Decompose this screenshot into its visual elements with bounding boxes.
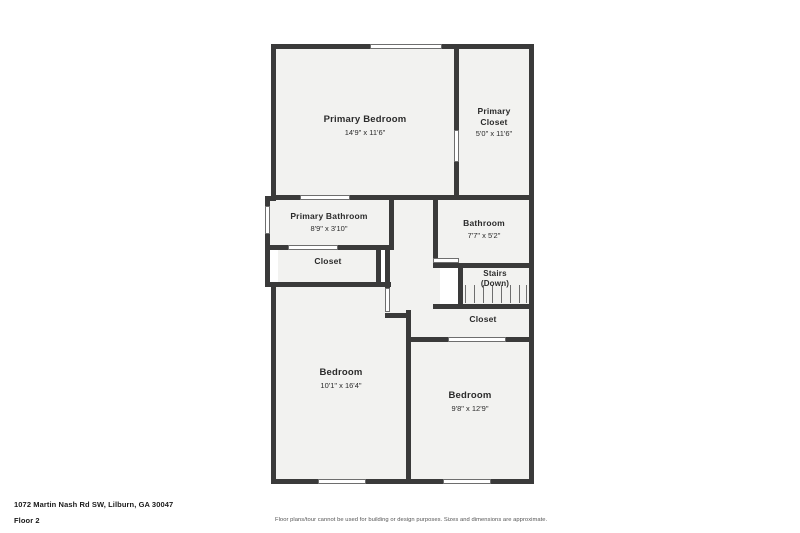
room-label-primary-bathroom [272,211,386,233]
footer-disclaimer: Floor plans/tour cannot be used for building or design purposes. Sizes and dimensions are approximate. [275,517,548,523]
room-label-bathroom [438,218,530,240]
room-label-closet-lower [437,314,529,325]
room-dims: 10'1" x 16'4" [320,380,362,390]
room-name-line1: Primary [477,106,511,116]
footer-address: 1072 Martin Nash Rd SW, Lilburn, GA 30047 [14,500,174,509]
window-bedroom-left-bottom [318,479,366,484]
room-name: Bathroom [463,218,505,228]
exterior-wall-left-lower [271,282,276,484]
door-closet-lower [448,337,506,342]
door-closet-upper [288,245,338,250]
interior-wall-stairs-bottom [433,304,534,309]
interior-wall-hall-left [385,250,390,288]
room-dims: 8'9" x 3'10" [310,223,348,233]
interior-wall-bathroom-bottom [433,263,534,268]
window-primary-bathroom-left [265,206,270,234]
room-label-bedroom-right [413,390,527,413]
room-dims: 7'7" x 5'2" [467,230,501,240]
room-name: Closet [314,256,342,266]
door-primary-bathroom [300,195,350,200]
room-label-closet-upper [278,256,378,267]
room-name: Primary Bathroom [290,211,368,221]
room-name: Bedroom [448,390,492,401]
footer-floor-label: Floor 2 [14,516,40,525]
room-label-primary-closet [456,106,532,139]
room-label-bedroom-left [281,367,401,390]
room-name: Primary Bedroom [323,114,407,125]
exterior-wall-left-upper [271,44,276,200]
room-name-line2: (Down) [480,279,510,288]
window-primary-bedroom-top [370,44,442,49]
room-dims: 5'0" x 11'6" [475,129,513,139]
interior-wall-bedroom-right-top [385,313,411,318]
interior-wall-primary-bath-right [389,195,394,250]
interior-wall-closet-upper-bottom [271,282,391,287]
interior-wall-between-bedrooms [406,310,411,484]
room-label-primary-bedroom [285,114,445,137]
room-label-stairs [462,269,528,289]
room-dims: 9'8" x 12'9" [451,403,489,413]
room-name: Bedroom [319,367,363,378]
door-bathroom [433,258,459,263]
room-name-line2: Closet [480,116,508,127]
room-name-line1: Stairs [483,269,507,278]
exterior-wall-bottom [271,479,534,484]
room-name: Closet [469,314,497,324]
room-dims: 14'9" x 11'6" [344,127,386,137]
door-bedroom-left [385,288,390,312]
window-bedroom-right-bottom [443,479,491,484]
